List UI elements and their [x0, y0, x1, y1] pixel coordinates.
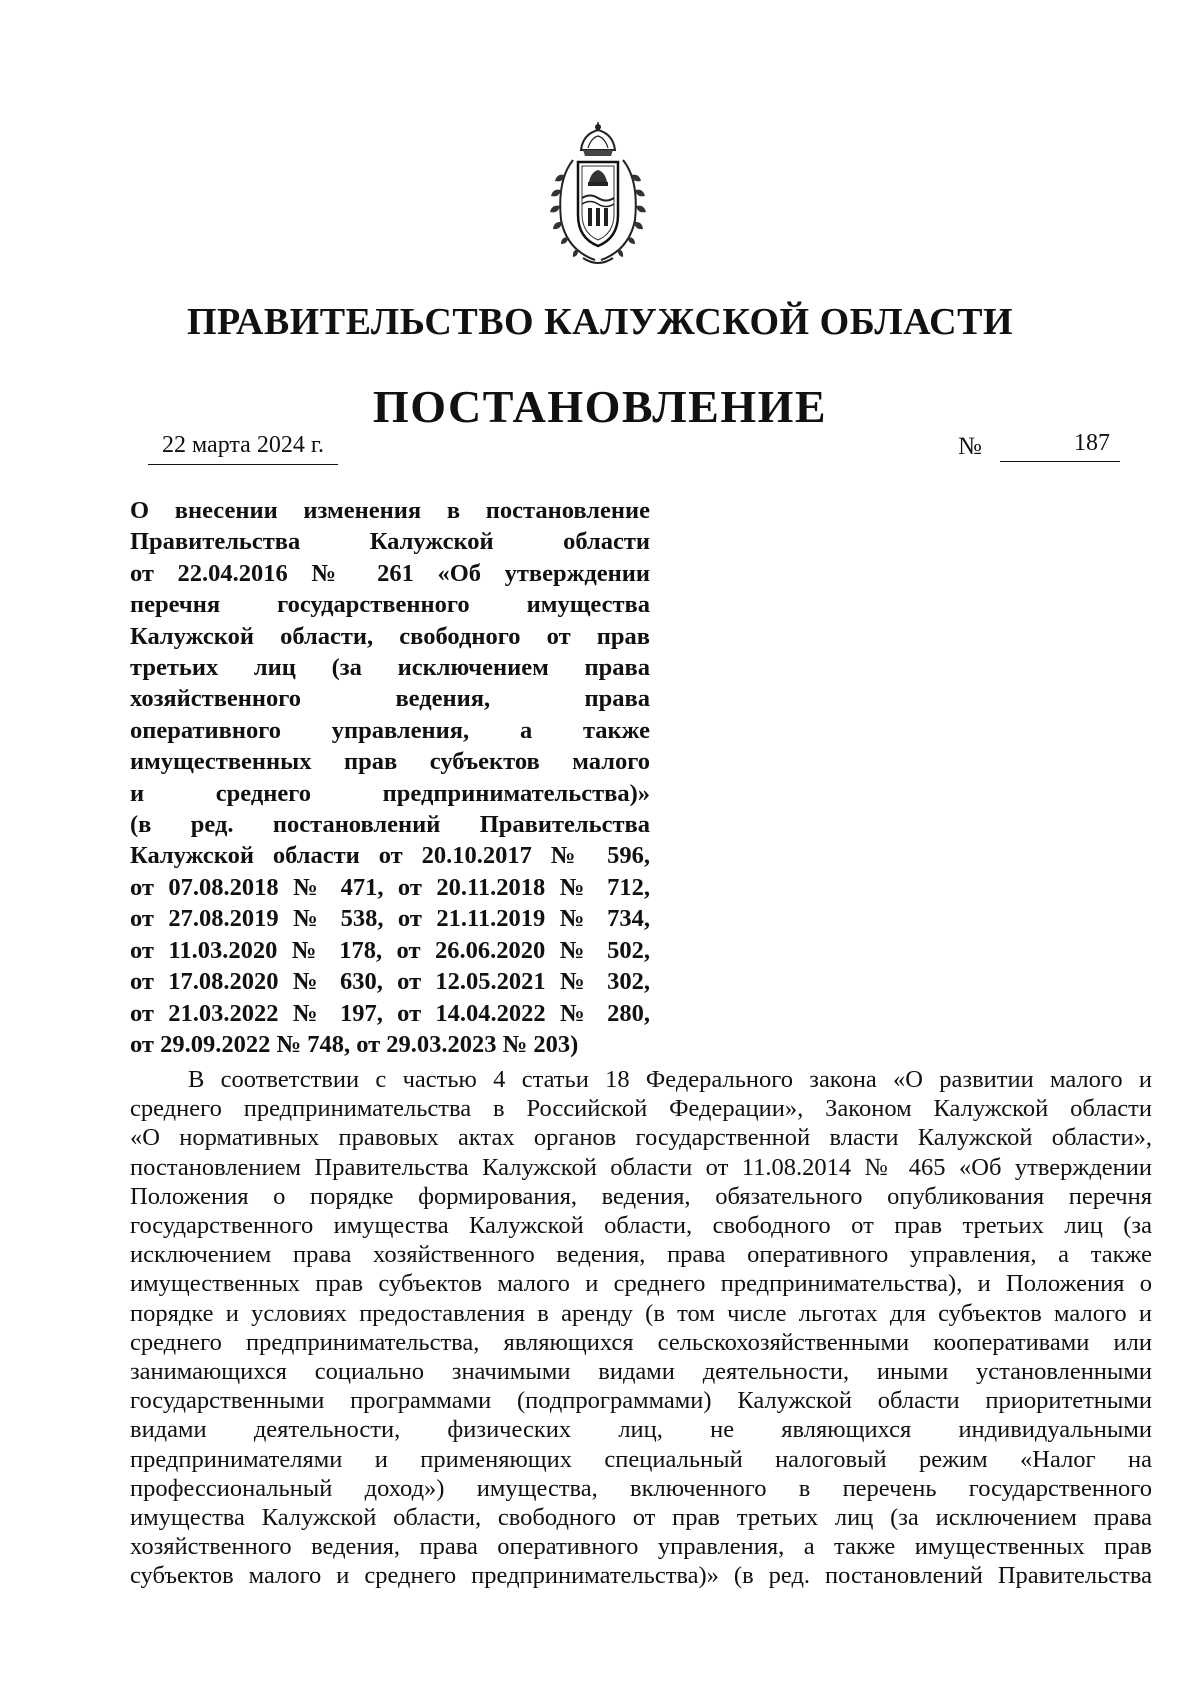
body-line: имущественных прав субъектов малого и среднего предпринимательства), и Положения о [130, 1270, 1152, 1298]
subject-line: О внесении изменения в постановление [130, 497, 650, 524]
body-line: государственными программами (подпрограммами) Калужской области приоритетными [130, 1387, 1152, 1415]
subject-line: от 07.08.2018 № 471, от 20.11.2018 № 712, [130, 873, 650, 901]
document-type: ПОСТАНОВЛЕНИЕ [372, 381, 828, 432]
document-subject [130, 495, 650, 1060]
body-line: профессиональный доход») имущества, включенного в перечень государственного [130, 1474, 1152, 1502]
body-line: постановлением Правительства Калужской области от 11.08.2014 № 465 «Об утверждении [130, 1153, 1152, 1181]
body-line: государственного имущества Калужской области, свободного от прав третьих лиц (за [130, 1212, 1152, 1240]
subject-line: хозяйственного ведения, права [130, 685, 650, 713]
body-line: среднего предпринимательства, являющихся сельскохозяйственными кооперативами или [130, 1328, 1152, 1356]
subject-line: и среднего предпринимательства)» [130, 779, 650, 807]
subject-line: оперативного управления, а также [130, 716, 650, 744]
body-line: «О нормативных правовых актах органов государственной власти Калужской области», [130, 1124, 1152, 1152]
body-line: порядке и условиях предоставления в аренду (в том числе льготах для субъектов малого и [130, 1299, 1152, 1327]
document-date: 22 марта 2024 г. [148, 430, 338, 465]
subject-line: Правительства Калужской области [130, 528, 650, 556]
document-body [130, 1065, 1152, 1591]
subject-line: от 22.04.2016 № 261 «Об утверждении [130, 559, 650, 587]
kaluga-coat-of-arms-icon [543, 120, 653, 270]
subject-line: третьих лиц (за исключением права [130, 654, 650, 682]
subject-line: имущественных прав субъектов малого [130, 748, 650, 776]
body-line: среднего предпринимательства в Российской Федерации», Законом Калужской области [130, 1095, 1152, 1123]
document-number: 187 [1000, 428, 1120, 462]
subject-line: Калужской области, свободного от прав [130, 622, 650, 650]
subject-line: от 27.08.2019 № 538, от 21.11.2019 № 734, [130, 905, 650, 933]
number-sign: № [958, 433, 982, 460]
subject-line: от 29.09.2022 № 748, от 29.03.2023 № 203) [130, 1030, 579, 1058]
body-line: хозяйственного ведения, права оперативного управления, а также имущественных прав [130, 1533, 1152, 1561]
body-line: предпринимателями и применяющих специальный налоговый режим «Налог на [130, 1445, 1152, 1473]
body-line: исключением права хозяйственного ведения, права оперативного управления, а также [130, 1241, 1152, 1269]
body-line: видами деятельности, физических лиц, не являющихся индивидуальными [130, 1416, 1152, 1444]
subject-line: от 17.08.2020 № 630, от 12.05.2021 № 302, [130, 968, 650, 996]
body-line: занимающихся социально значимыми видами деятельности, иными установленными [130, 1358, 1152, 1386]
government-title: ПРАВИТЕЛЬСТВО КАЛУЖСКОЙ ОБЛАСТИ [186, 301, 1014, 343]
subject-line: (в ред. постановлений Правительства [130, 811, 650, 839]
subject-line: перечня государственного имущества [130, 591, 650, 619]
body-line: Положения о порядке формирования, ведения, обязательного опубликования перечня [130, 1182, 1152, 1210]
subject-line: Калужской области от 20.10.2017 № 596, [130, 842, 650, 870]
subject-line: от 21.03.2022 № 197, от 14.04.2022 № 280, [130, 999, 650, 1027]
body-line: В соответствии с частью 4 статьи 18 Федерального закона «О развитии малого и [188, 1066, 1152, 1093]
body-line: субъектов малого и среднего предпринимательства)» (в ред. постановлений Правительства [130, 1562, 1152, 1590]
subject-line: от 11.03.2020 № 178, от 26.06.2020 № 502, [130, 936, 650, 964]
body-line: имущества Калужской области, свободного от прав третьих лиц (за исключением права [130, 1504, 1152, 1532]
